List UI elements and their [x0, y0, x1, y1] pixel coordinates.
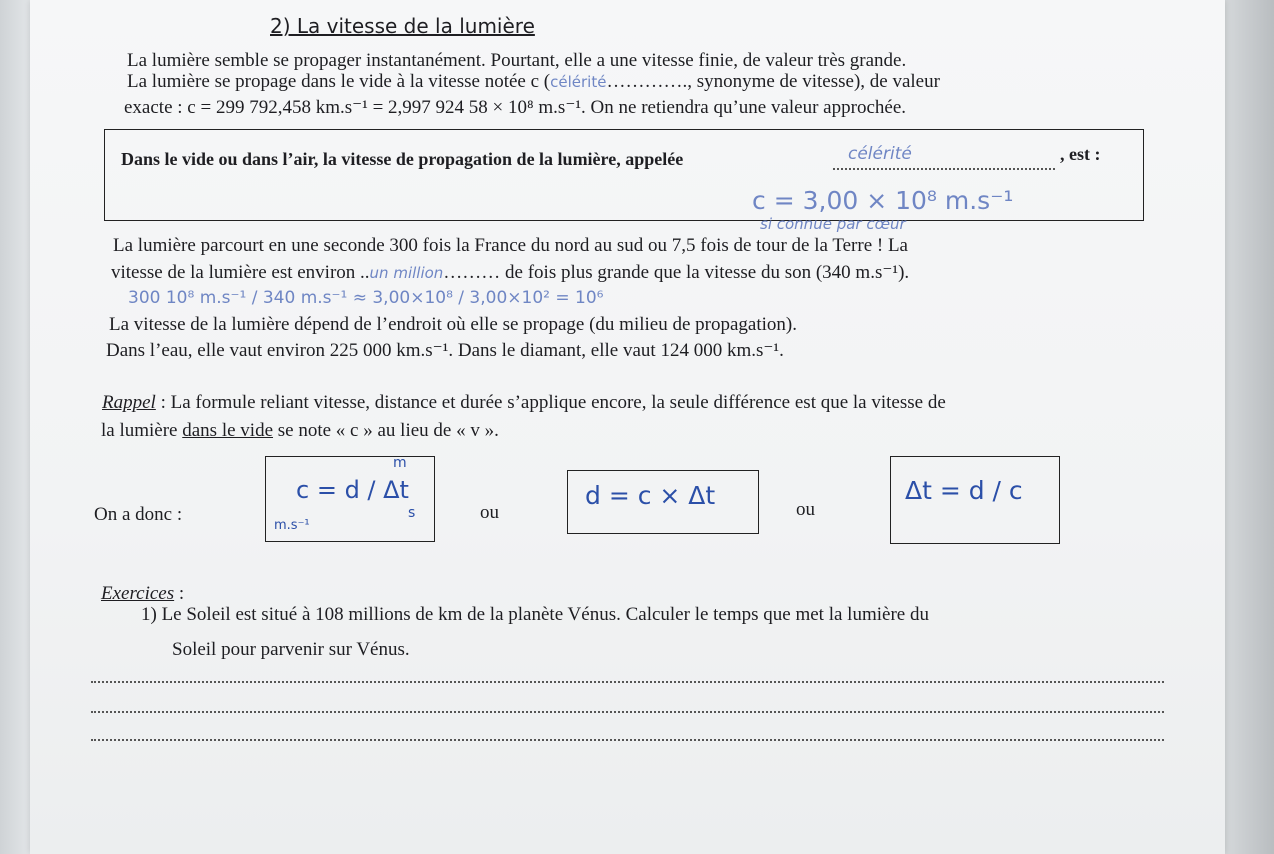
handwritten-c-value: c = 3,00 × 10⁸ m.s⁻¹	[752, 186, 1014, 215]
or-text-1: ou	[480, 502, 499, 523]
formula-note-c-unit: m.s⁻¹	[274, 518, 310, 533]
exercise-1-line-2: Soleil pour parvenir sur Vénus.	[172, 639, 410, 660]
paragraph2-line-1: La lumière parcourt en une seconde 300 fois la France du nord au sud ou 7,5 fois de tour de la Terre ! La	[113, 235, 908, 256]
formula-c-equals-d-over-t: c = d / Δt	[296, 476, 409, 504]
exercise-1-line-1: 1) Le Soleil est situé à 108 millions de km de la planète Vénus. Calculer le temps que met la lumière du	[141, 604, 929, 625]
paragraph3-line-2: Dans l’eau, elle vaut environ 225 000 km.s⁻¹. Dans le diamant, elle vaut 124 000 km.s⁻¹.	[106, 340, 784, 361]
paragraph2-line-2: vitesse de la lumière est environ ..un million……… de fois plus grande que la vitesse du son (340 m.s⁻¹).	[111, 262, 910, 283]
paragraph3-line-1: La vitesse de la lumière dépend de l’endroit où elle se propage (du milieu de propagation).	[109, 314, 797, 335]
handwritten-calculation: 300 10⁸ m.s⁻¹ / 340 m.s⁻¹ ≈ 3,00×10⁸ / 3,00×10² = 10⁶	[128, 288, 604, 308]
definition-blank-line	[833, 168, 1055, 170]
handwritten-celerite-2: célérité	[848, 144, 912, 164]
rappel-line-1: Rappel : La formule reliant vitesse, distance et durée s’applique encore, la seule différence est que la vitesse de	[102, 392, 946, 413]
answer-line-2[interactable]	[91, 711, 1164, 713]
exercises-heading: Exercices :	[101, 583, 185, 604]
formula-d-equals-c-times-t: d = c × Δt	[585, 481, 716, 510]
definition-text: Dans le vide ou dans l’air, la vitesse de propagation de la lumière, appelée	[121, 149, 684, 169]
answer-line-1[interactable]	[91, 681, 1164, 683]
section-title: 2) La vitesse de la lumière	[270, 14, 535, 38]
handwritten-note: si connue par cœur	[760, 215, 906, 233]
intro-line-3: exacte : c = 299 792,458 km.s⁻¹ = 2,997 924 58 × 10⁸ m.s⁻¹. On ne retiendra qu’une valeur approchée.	[124, 97, 906, 118]
definition-suffix: , est :	[1060, 144, 1101, 164]
formula-note-t-unit: s	[408, 505, 416, 521]
or-text-2: ou	[796, 499, 815, 520]
answer-line-3[interactable]	[91, 739, 1164, 741]
intro-line-2: La lumière se propage dans le vide à la vitesse notée c (célérité…………., synonyme de vitesse), de valeur	[127, 71, 940, 92]
rappel-line-2: la lumière dans le vide se note « c » au lieu de « v ».	[101, 420, 499, 441]
formulas-lead: On a donc :	[94, 504, 183, 525]
formula-note-d-unit: m	[393, 455, 407, 471]
handwritten-celerite: célérité	[550, 73, 607, 91]
formula-t-equals-d-over-c: Δt = d / c	[905, 476, 1023, 505]
handwritten-un-million: un million	[369, 264, 444, 282]
intro-line-1: La lumière semble se propager instantanément. Pourtant, elle a une vitesse finie, de valeur très grande.	[127, 50, 907, 71]
